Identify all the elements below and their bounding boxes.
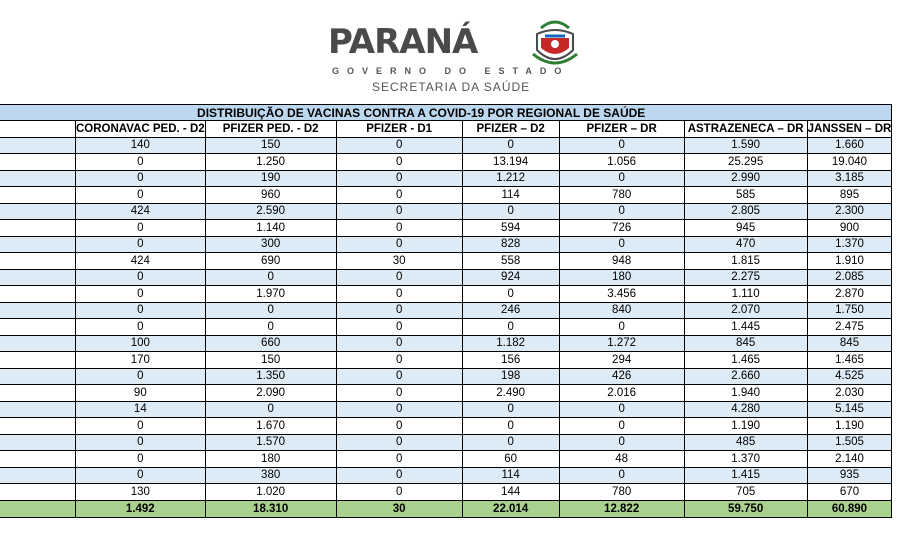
region-cell — [0, 203, 76, 220]
value-cell: 424 — [76, 253, 206, 270]
total-value: 60.890 — [807, 500, 892, 517]
value-cell: 948 — [559, 253, 684, 270]
value-cell: 0 — [76, 269, 206, 286]
value-cell: 2.090 — [205, 385, 336, 402]
region-cell — [0, 319, 76, 336]
column-header: PFIZER - D1 — [336, 121, 462, 138]
region-cell — [0, 137, 76, 154]
value-cell: 0 — [336, 385, 462, 402]
value-cell: 845 — [684, 335, 807, 352]
value-cell: 705 — [684, 484, 807, 501]
value-cell: 0 — [336, 220, 462, 237]
value-cell: 660 — [205, 335, 336, 352]
value-cell: 485 — [684, 434, 807, 451]
value-cell: 1.940 — [684, 385, 807, 402]
value-cell: 25.295 — [684, 154, 807, 171]
value-cell: 1.660 — [807, 137, 892, 154]
logo-subtitle: GOVERNO DO ESTADO — [332, 66, 570, 76]
region-cell — [0, 154, 76, 171]
value-cell: 1.110 — [684, 286, 807, 303]
value-cell: 0 — [336, 203, 462, 220]
value-cell: 0 — [76, 368, 206, 385]
value-cell: 426 — [559, 368, 684, 385]
value-cell: 1.250 — [205, 154, 336, 171]
table-row — [0, 319, 892, 336]
table-title: DISTRIBUIÇÃO DE VACINAS CONTRA A COVID-19 POR REGIONAL DE SAÚDE — [0, 105, 892, 121]
value-cell: 130 — [76, 484, 206, 501]
table-row — [0, 335, 892, 352]
value-cell: 840 — [559, 302, 684, 319]
value-cell: 294 — [559, 352, 684, 369]
value-cell: 0 — [336, 368, 462, 385]
value-cell: 1.350 — [205, 368, 336, 385]
total-value: 30 — [336, 500, 462, 517]
vaccine-distribution-table — [0, 104, 892, 518]
table-row — [0, 418, 892, 435]
value-cell: 2.030 — [807, 385, 892, 402]
table-body — [0, 137, 892, 517]
region-cell — [0, 286, 76, 303]
value-cell: 0 — [336, 319, 462, 336]
value-cell: 0 — [205, 269, 336, 286]
value-cell: 140 — [76, 137, 206, 154]
value-cell: 780 — [559, 187, 684, 204]
value-cell: 150 — [205, 137, 336, 154]
value-cell: 100 — [76, 335, 206, 352]
region-cell — [0, 451, 76, 468]
total-row — [0, 500, 892, 517]
value-cell: 4.525 — [807, 368, 892, 385]
value-cell: 2.660 — [684, 368, 807, 385]
value-cell: 0 — [336, 286, 462, 303]
value-cell: 0 — [462, 203, 559, 220]
region-cell — [0, 302, 76, 319]
value-cell: 0 — [559, 170, 684, 187]
value-cell: 0 — [76, 170, 206, 187]
value-cell: 2.070 — [684, 302, 807, 319]
region-cell — [0, 434, 76, 451]
value-cell: 14 — [76, 401, 206, 418]
value-cell: 2.490 — [462, 385, 559, 402]
table-row — [0, 203, 892, 220]
value-cell: 1.445 — [684, 319, 807, 336]
region-cell — [0, 484, 76, 501]
value-cell: 0 — [205, 302, 336, 319]
value-cell: 424 — [76, 203, 206, 220]
value-cell: 0 — [462, 286, 559, 303]
table-row — [0, 269, 892, 286]
value-cell: 144 — [462, 484, 559, 501]
table-row — [0, 385, 892, 402]
value-cell: 895 — [807, 187, 892, 204]
value-cell: 0 — [76, 154, 206, 171]
total-value: 18.310 — [205, 500, 336, 517]
value-cell: 828 — [462, 236, 559, 253]
value-cell: 0 — [76, 220, 206, 237]
logo-name: PARANÁ — [328, 22, 478, 62]
value-cell: 0 — [336, 269, 462, 286]
value-cell: 0 — [76, 286, 206, 303]
value-cell: 1.020 — [205, 484, 336, 501]
column-header: JANSSEN – DR — [807, 121, 892, 138]
value-cell: 0 — [559, 418, 684, 435]
value-cell: 0 — [462, 319, 559, 336]
table-row — [0, 467, 892, 484]
total-value: 22.014 — [462, 500, 559, 517]
region-cell — [0, 401, 76, 418]
region-cell — [0, 253, 76, 270]
column-header: CORONAVAC PED. - D2 — [76, 121, 206, 138]
value-cell: 0 — [76, 434, 206, 451]
value-cell: 2.870 — [807, 286, 892, 303]
value-cell: 0 — [336, 352, 462, 369]
table-row — [0, 401, 892, 418]
value-cell: 60 — [462, 451, 559, 468]
total-value: 12.822 — [559, 500, 684, 517]
column-header: PFIZER – DR — [559, 121, 684, 138]
value-cell: 150 — [205, 352, 336, 369]
region-cell — [0, 467, 76, 484]
value-cell: 300 — [205, 236, 336, 253]
value-cell: 1.670 — [205, 418, 336, 435]
value-cell: 2.475 — [807, 319, 892, 336]
value-cell: 1.212 — [462, 170, 559, 187]
value-cell: 0 — [559, 434, 684, 451]
value-cell: 3.456 — [559, 286, 684, 303]
table-row — [0, 368, 892, 385]
column-header: PFIZER – D2 — [462, 121, 559, 138]
region-cell — [0, 170, 76, 187]
value-cell: 0 — [336, 154, 462, 171]
value-cell: 5.145 — [807, 401, 892, 418]
value-cell: 1.190 — [684, 418, 807, 435]
table-row — [0, 220, 892, 237]
value-cell: 1.272 — [559, 335, 684, 352]
value-cell: 470 — [684, 236, 807, 253]
value-cell: 1.140 — [205, 220, 336, 237]
value-cell: 1.570 — [205, 434, 336, 451]
value-cell: 180 — [559, 269, 684, 286]
value-cell: 198 — [462, 368, 559, 385]
value-cell: 114 — [462, 187, 559, 204]
table-row — [0, 286, 892, 303]
header — [0, 0, 915, 103]
table-row — [0, 187, 892, 204]
value-cell: 945 — [684, 220, 807, 237]
region-cell — [0, 269, 76, 286]
region-cell — [0, 418, 76, 435]
value-cell: 0 — [76, 451, 206, 468]
value-cell: 2.590 — [205, 203, 336, 220]
value-cell: 0 — [336, 401, 462, 418]
table-row — [0, 170, 892, 187]
value-cell: 3.185 — [807, 170, 892, 187]
value-cell: 0 — [336, 451, 462, 468]
value-cell: 4.280 — [684, 401, 807, 418]
value-cell: 1.910 — [807, 253, 892, 270]
value-cell: 0 — [205, 319, 336, 336]
table-row — [0, 154, 892, 171]
region-cell — [0, 236, 76, 253]
value-cell: 0 — [205, 401, 336, 418]
value-cell: 1.190 — [807, 418, 892, 435]
value-cell: 2.085 — [807, 269, 892, 286]
value-cell: 0 — [336, 467, 462, 484]
value-cell: 2.990 — [684, 170, 807, 187]
value-cell: 48 — [559, 451, 684, 468]
region-cell — [0, 385, 76, 402]
value-cell: 0 — [336, 302, 462, 319]
value-cell: 0 — [462, 434, 559, 451]
column-header: PFIZER PED. - D2 — [205, 121, 336, 138]
value-cell: 13.194 — [462, 154, 559, 171]
value-cell: 0 — [462, 418, 559, 435]
value-cell: 726 — [559, 220, 684, 237]
vaccine-table-container — [0, 104, 892, 518]
value-cell: 0 — [559, 137, 684, 154]
table-row — [0, 434, 892, 451]
value-cell: 246 — [462, 302, 559, 319]
value-cell: 2.140 — [807, 451, 892, 468]
value-cell: 19.040 — [807, 154, 892, 171]
value-cell: 1.370 — [807, 236, 892, 253]
table-row — [0, 253, 892, 270]
region-cell — [0, 220, 76, 237]
value-cell: 380 — [205, 467, 336, 484]
table-row — [0, 302, 892, 319]
table-header-row — [0, 121, 892, 138]
table-row — [0, 484, 892, 501]
value-cell: 0 — [76, 236, 206, 253]
value-cell: 0 — [336, 434, 462, 451]
value-cell: 585 — [684, 187, 807, 204]
value-cell: 0 — [559, 467, 684, 484]
value-cell: 1.465 — [807, 352, 892, 369]
value-cell: 1.370 — [684, 451, 807, 468]
value-cell: 114 — [462, 467, 559, 484]
value-cell: 594 — [462, 220, 559, 237]
value-cell: 170 — [76, 352, 206, 369]
region-cell — [0, 335, 76, 352]
value-cell: 1.465 — [684, 352, 807, 369]
table-row — [0, 352, 892, 369]
value-cell: 1.590 — [684, 137, 807, 154]
value-cell: 1.056 — [559, 154, 684, 171]
value-cell: 0 — [336, 236, 462, 253]
value-cell: 190 — [205, 170, 336, 187]
value-cell: 558 — [462, 253, 559, 270]
value-cell: 0 — [76, 302, 206, 319]
value-cell: 924 — [462, 269, 559, 286]
value-cell: 0 — [336, 137, 462, 154]
region-cell — [0, 187, 76, 204]
value-cell: 1.970 — [205, 286, 336, 303]
region-cell — [0, 368, 76, 385]
value-cell: 0 — [559, 203, 684, 220]
value-cell: 0 — [462, 401, 559, 418]
value-cell: 670 — [807, 484, 892, 501]
value-cell: 0 — [336, 187, 462, 204]
value-cell: 156 — [462, 352, 559, 369]
value-cell: 1.815 — [684, 253, 807, 270]
value-cell: 900 — [807, 220, 892, 237]
value-cell: 0 — [559, 319, 684, 336]
logo-secretariat: SECRETARIA DA SAÚDE — [372, 80, 531, 94]
value-cell: 180 — [205, 451, 336, 468]
column-header: ASTRAZENECA – DR — [684, 121, 807, 138]
value-cell: 90 — [76, 385, 206, 402]
value-cell: 0 — [559, 236, 684, 253]
column-header — [0, 121, 76, 138]
total-label — [0, 500, 76, 517]
table-row — [0, 236, 892, 253]
value-cell: 960 — [205, 187, 336, 204]
value-cell: 0 — [76, 467, 206, 484]
value-cell: 0 — [336, 484, 462, 501]
value-cell: 1.750 — [807, 302, 892, 319]
value-cell: 0 — [76, 187, 206, 204]
value-cell: 935 — [807, 467, 892, 484]
table-title-row — [0, 105, 892, 121]
value-cell: 2.805 — [684, 203, 807, 220]
value-cell: 0 — [336, 418, 462, 435]
total-value: 59.750 — [684, 500, 807, 517]
value-cell: 1.505 — [807, 434, 892, 451]
total-value: 1.492 — [76, 500, 206, 517]
table-row — [0, 137, 892, 154]
value-cell: 30 — [336, 253, 462, 270]
value-cell: 0 — [462, 137, 559, 154]
value-cell: 1.415 — [684, 467, 807, 484]
value-cell: 845 — [807, 335, 892, 352]
value-cell: 1.182 — [462, 335, 559, 352]
value-cell: 0 — [559, 401, 684, 418]
region-cell — [0, 352, 76, 369]
parana-coat-of-arms-icon — [531, 14, 579, 66]
value-cell: 690 — [205, 253, 336, 270]
value-cell: 0 — [336, 170, 462, 187]
value-cell: 0 — [76, 319, 206, 336]
value-cell: 0 — [336, 335, 462, 352]
value-cell: 0 — [76, 418, 206, 435]
value-cell: 780 — [559, 484, 684, 501]
value-cell: 2.016 — [559, 385, 684, 402]
value-cell: 2.275 — [684, 269, 807, 286]
table-row — [0, 451, 892, 468]
value-cell: 2.300 — [807, 203, 892, 220]
